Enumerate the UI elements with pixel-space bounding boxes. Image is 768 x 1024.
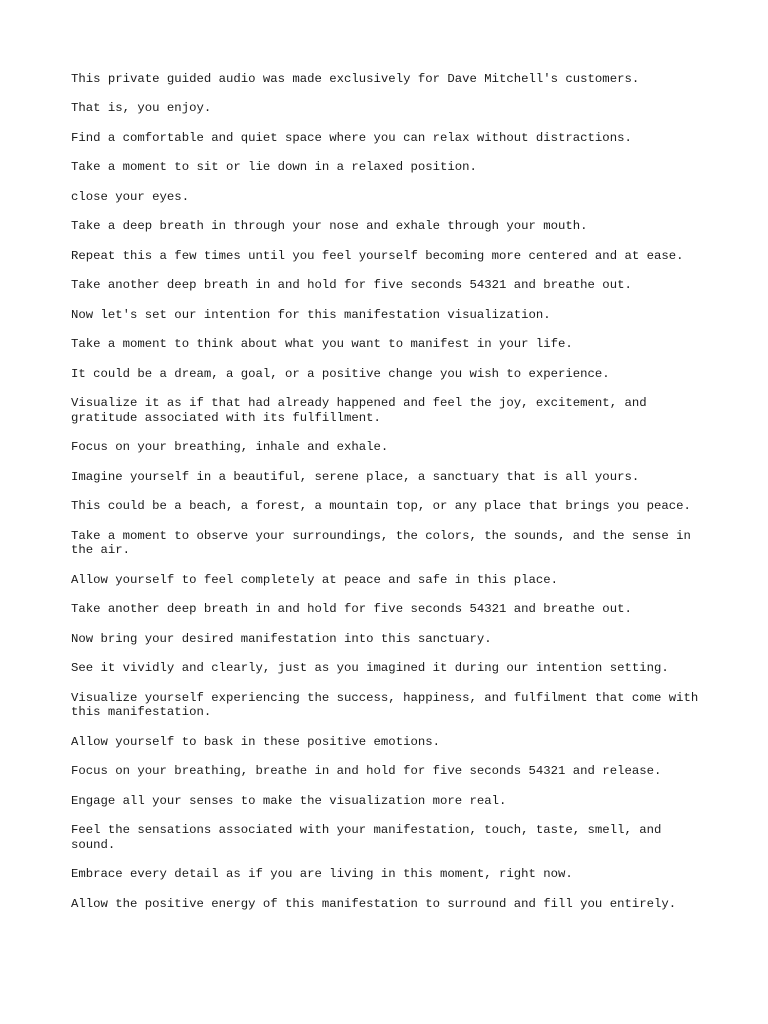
- paragraph-10: Take a moment to think about what you want to manifest in your life.: [71, 337, 573, 352]
- document-body: [71, 72, 711, 926]
- paragraph-17: Allow yourself to feel completely at peace and safe in this place.: [71, 572, 559, 587]
- paragraph-12: Visualize it as if that had already happened and feel the joy, excitement, and gratitude associated with its fulfillment.: [71, 396, 647, 425]
- paragraph-5: close your eyes.: [71, 189, 190, 204]
- paragraph-7: Repeat this a few times until you feel yourself becoming more centered and at ease.: [71, 248, 684, 263]
- paragraph-13: Focus on your breathing, inhale and exhale.: [71, 440, 389, 455]
- paragraph-25: Feel the sensations associated with your manifestation, touch, taste, smell, and sound.: [71, 823, 662, 852]
- paragraph-2: That is, you enjoy.: [71, 101, 212, 116]
- paragraph-26: Embrace every detail as if you are living in this moment, right now.: [71, 867, 573, 882]
- paragraph-4: Take a moment to sit or lie down in a relaxed position.: [71, 160, 477, 175]
- paragraph-20: See it vividly and clearly, just as you imagined it during our intention setting.: [71, 661, 669, 676]
- paragraph-23: Focus on your breathing, breathe in and hold for five seconds 54321 and release.: [71, 764, 662, 779]
- paragraph-15: This could be a beach, a forest, a mountain top, or any place that brings you peace.: [71, 499, 691, 514]
- paragraph-27: Allow the positive energy of this manifestation to surround and fill you entirely.: [71, 896, 677, 911]
- paragraph-19: Now bring your desired manifestation into this sanctuary.: [71, 631, 492, 646]
- paragraph-18: Take another deep breath in and hold for five seconds 54321 and breathe out.: [71, 602, 632, 617]
- paragraph-22: Allow yourself to bask in these positive emotions.: [71, 734, 440, 749]
- paragraph-14: Imagine yourself in a beautiful, serene place, a sanctuary that is all yours.: [71, 469, 640, 484]
- paragraph-11: It could be a dream, a goal, or a positive change you wish to experience.: [71, 366, 610, 381]
- paragraph-9: Now let's set our intention for this manifestation visualization.: [71, 307, 551, 322]
- paragraph-8: Take another deep breath in and hold for five seconds 54321 and breathe out.: [71, 278, 632, 293]
- paragraph-24: Engage all your senses to make the visualization more real.: [71, 793, 507, 808]
- paragraph-1: This private guided audio was made exclusively for Dave Mitchell's customers.: [71, 72, 640, 86]
- paragraph-21: Visualize yourself experiencing the success, happiness, and fulfilment that come with this manifestation.: [71, 690, 699, 720]
- paragraph-3: Find a comfortable and quiet space where you can relax without distractions.: [71, 130, 632, 145]
- paragraph-16: Take a moment to observe your surroundings, the colors, the sounds, and the sense in the air.: [71, 528, 691, 558]
- paragraph-6: Take a deep breath in through your nose and exhale through your mouth.: [71, 219, 588, 234]
